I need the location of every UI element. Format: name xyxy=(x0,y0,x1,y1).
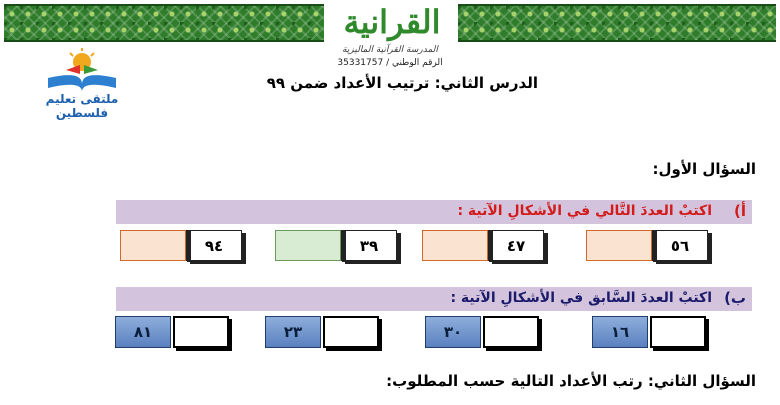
school-logo-name: القرانية xyxy=(343,3,441,41)
answer-blank[interactable] xyxy=(120,230,186,261)
school-subtitle: المدرسة القرآنية الماليزية xyxy=(342,45,438,55)
given-number: ٨١ xyxy=(115,316,171,348)
answer-blank[interactable] xyxy=(323,316,379,348)
lesson-title: الدرس الثاني: ترتيب الأعداد ضمن ٩٩ xyxy=(266,74,538,92)
answer-blank[interactable] xyxy=(173,316,229,348)
answer-blank[interactable] xyxy=(586,230,652,261)
part-b-instruction-bar xyxy=(116,287,752,311)
answer-blank[interactable] xyxy=(483,316,539,348)
part-b-letter: ب) xyxy=(724,289,746,307)
book-sun-icon xyxy=(18,48,146,92)
question1-title: السؤال الأول: xyxy=(652,160,756,178)
given-number: ٢٣ xyxy=(265,316,321,348)
given-number: ٩٤ xyxy=(186,230,242,261)
forum-logo xyxy=(18,48,146,120)
national-number: الرقم الوطني / 35331757 xyxy=(337,58,443,68)
part-a-letter: أ) xyxy=(734,202,746,220)
given-number: ٤٧ xyxy=(488,230,544,261)
header-ornament-right xyxy=(458,4,776,42)
answer-blank[interactable] xyxy=(275,230,341,261)
answer-blank[interactable] xyxy=(422,230,488,261)
part-b-instruction: اكتبْ العددَ السَّابق في الأشكالِ الآتية : xyxy=(450,290,712,306)
part-a-instruction-bar xyxy=(116,200,752,224)
given-number: ٣٩ xyxy=(341,230,397,261)
part-a-instruction: اكتبْ العددَ التَّالي في الأشكالِ الآتية : xyxy=(457,203,712,219)
answer-blank[interactable] xyxy=(650,316,706,348)
header-ornament-left xyxy=(4,4,324,42)
given-number: ٣٠ xyxy=(425,316,481,348)
given-number: ١٦ xyxy=(592,316,648,348)
given-number: ٥٦ xyxy=(652,230,708,261)
question2-title: السؤال الثاني: رتب الأعداد التالية حسب المطلوب: xyxy=(386,372,756,390)
forum-logo-text: ملتقى تعليم فلسطين xyxy=(45,92,119,120)
